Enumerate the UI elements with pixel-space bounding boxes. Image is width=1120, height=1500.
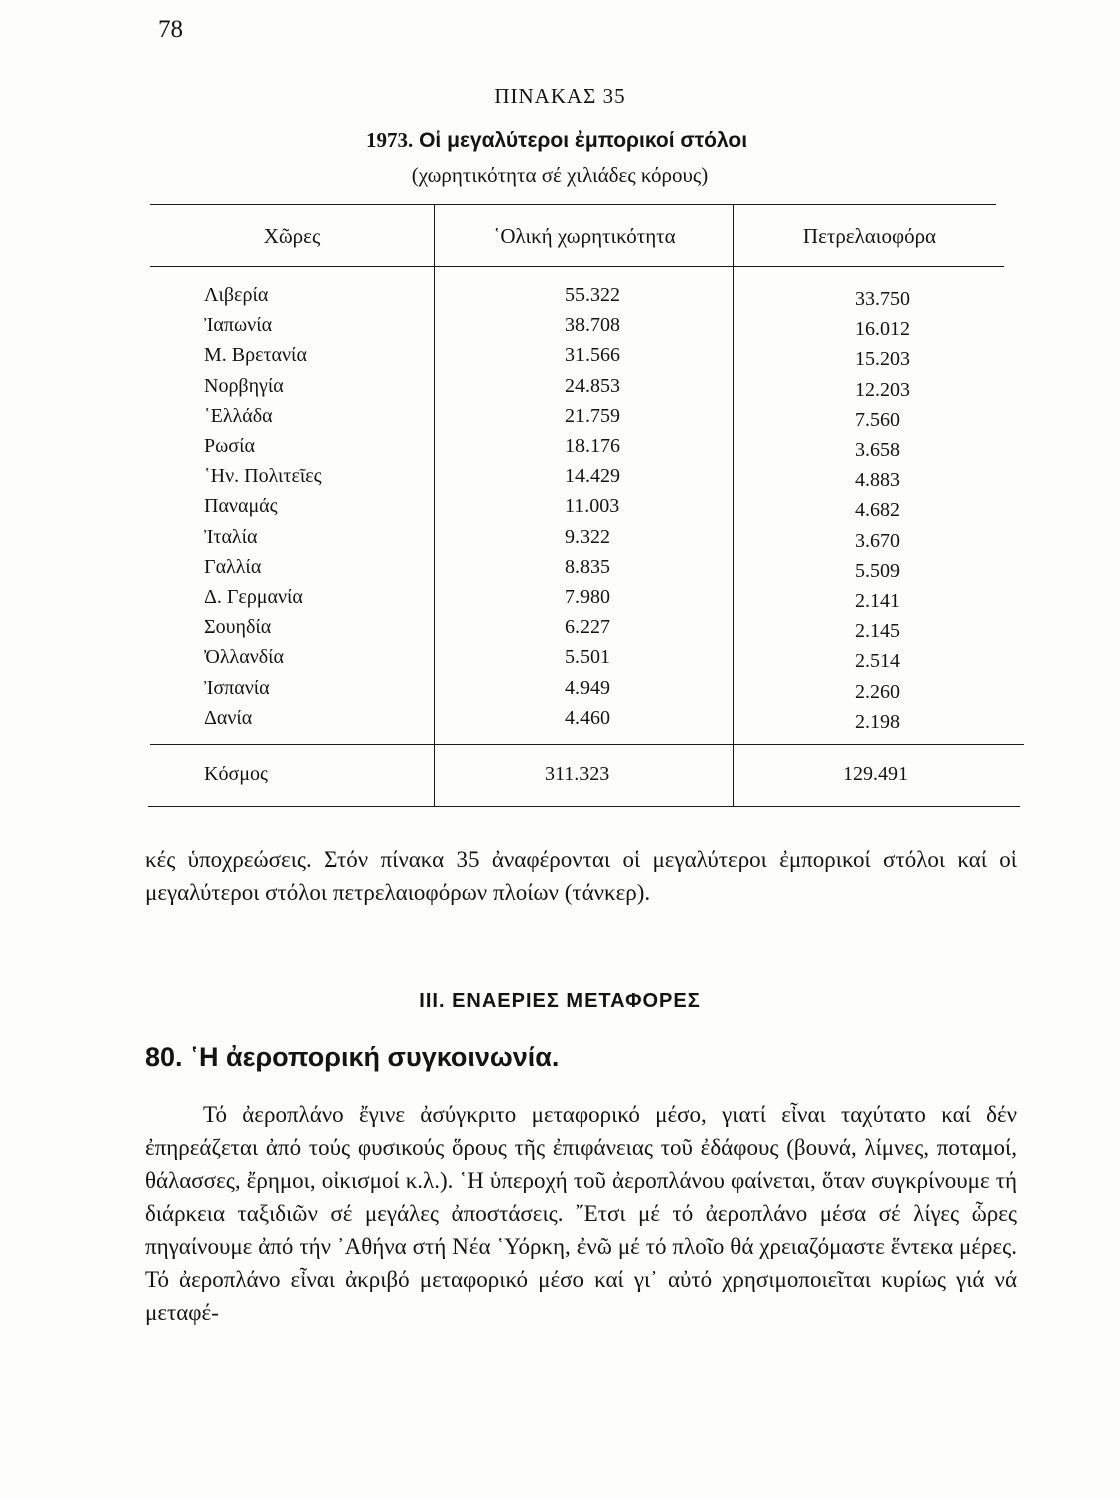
- row-tankers: 15.203: [855, 348, 910, 371]
- row-total-tonnage: 4.949: [565, 676, 610, 699]
- row-total-tonnage: 11.003: [565, 495, 620, 518]
- row-tankers: 3.658: [855, 439, 900, 461]
- table-title: [366, 128, 747, 153]
- row-country: Παναμάς: [204, 495, 278, 518]
- row-country: Νορβηγία: [204, 374, 284, 397]
- row-country: Δ. Γερμανία: [204, 586, 303, 608]
- row-total-tonnage: 38.708: [565, 314, 620, 337]
- paragraph-text: Τό ἀεροπλάνο ἔγινε ἀσύγκριτο μεταφορικό μέσο, γιατί εἶναι ταχύτατο καί δέν ἐπηρεάζεται ἀπό τούς φυσικούς ὅρους τῆς ἐπιφάνειας τοῦ ἐδάφους (βουνά, λίμνες, ποταμοί, θάλασσες, ἔρημοι, οἰκισμοί κ.λ.). ῾Η ὑπεροχή τοῦ ἀεροπλάνου φαίνεται, ὅταν συγκρίνουμε τή διάρκεια ταξιδιῶν σέ μεγάλες ἀποστάσεις. ῎Ετσι μέ τό ἀεροπλάνο μέσα σέ λίγες ὧρες πηγαίνουμε ἀπό τήν ᾿Αθήνα στή Νέα ῾Υόρκη, ἐνῶ μέ τό πλοῖο θά χρειαζόμαστε ἕντεκα μέρες. Τό ἀεροπλάνο εἶναι ἀκριβό μεταφορικό μέσο καί γι᾿ αὐτό χρησιμοποιεῖται κυρίως γιά νά μεταφέ-: [145, 1102, 1017, 1325]
- header-countries: Χῶρες: [263, 224, 321, 248]
- row-tankers: 2.145: [855, 620, 900, 643]
- row-tankers: 4.883: [855, 469, 900, 492]
- footer-world-total: 311.323: [545, 763, 610, 785]
- paragraph-continuation: [145, 843, 1017, 909]
- row-tankers: 5.509: [855, 559, 900, 582]
- page-number: 78: [158, 16, 183, 43]
- row-country: Ρωσία: [204, 435, 255, 457]
- table-column-divider: [434, 204, 435, 807]
- row-total-tonnage: 21.759: [565, 404, 620, 427]
- row-country: Σουηδία: [204, 616, 272, 639]
- table-footer-rule: [150, 744, 1024, 745]
- paragraph-air-transport: [145, 1098, 1017, 1329]
- row-tankers: 2.260: [855, 680, 900, 703]
- row-country: Λιβερία: [204, 284, 269, 306]
- row-total-tonnage: 14.429: [565, 465, 620, 488]
- row-country: Γαλλία: [204, 555, 262, 578]
- table-top-rule: [150, 204, 996, 205]
- footer-world-label: Κόσμος: [204, 763, 268, 785]
- row-country: Ἰταλία: [204, 525, 258, 548]
- table-caption: ΠΙΝΑΚΑΣ 35: [494, 84, 626, 108]
- row-tankers: 3.670: [855, 529, 900, 552]
- table-column-divider: [733, 204, 734, 807]
- row-total-tonnage: 55.322: [565, 284, 620, 306]
- row-total-tonnage: 7.980: [565, 586, 610, 608]
- row-country: Ὀλλανδία: [204, 646, 285, 669]
- paragraph-text: κές ὑποχρεώσεις. Στόν πίνακα 35 ἀναφέρονται οἱ μεγαλύτεροι ἐμπορικοί στόλοι καί οἱ μεγαλύτεροι στόλοι πετρελαιοφόρων πλοίων (τάνκερ).: [145, 847, 1017, 905]
- table-header-rule: [150, 266, 1004, 267]
- row-tankers: 4.682: [855, 499, 900, 522]
- row-total-tonnage: 6.227: [565, 616, 610, 639]
- section-title: III. ΕΝΑΕΡΙΕΣ ΜΕΤΑΦΟΡΕΣ: [419, 990, 701, 1012]
- row-country: Ἰσπανία: [204, 676, 270, 699]
- table-unit-note: (χωρητικότητα σέ χιλιάδες κόρους): [411, 163, 709, 187]
- table-title-text: Οἱ μεγαλύτεροι ἐμπορικοί στόλοι: [419, 129, 748, 152]
- row-total-tonnage: 5.501: [565, 646, 610, 669]
- row-country: Ἰαπωνία: [204, 314, 273, 337]
- row-tankers: 16.012: [855, 318, 910, 341]
- footer-world-tankers: 129.491: [843, 763, 908, 785]
- row-country: ῾Ελλάδα: [204, 404, 273, 427]
- chapter-heading: 80. ῾Η ἀεροπορική συγκοινωνία.: [145, 1042, 560, 1072]
- row-total-tonnage: 18.176: [565, 435, 620, 457]
- row-tankers: 12.203: [855, 378, 910, 401]
- row-tankers: 2.514: [855, 650, 900, 673]
- row-tankers: 2.198: [855, 710, 900, 733]
- table-bottom-rule: [148, 806, 1020, 807]
- row-total-tonnage: 24.853: [565, 374, 620, 397]
- row-total-tonnage: 9.322: [565, 525, 610, 548]
- header-total-tonnage: ῾Ολική χωρητικότητα: [493, 224, 676, 248]
- row-tankers: 7.560: [855, 408, 900, 431]
- row-country: ῾Ην. Πολιτεῖες: [204, 465, 322, 488]
- row-total-tonnage: 8.835: [565, 555, 610, 578]
- row-tankers: 33.750: [855, 288, 910, 310]
- header-tankers: Πετρελαιοφόρα: [802, 224, 937, 248]
- row-country: Δανία: [204, 706, 253, 729]
- row-country: Μ. Βρετανία: [204, 344, 307, 367]
- row-total-tonnage: 4.460: [565, 706, 610, 729]
- table-year: 1973.: [366, 128, 414, 152]
- row-tankers: 2.141: [855, 590, 900, 612]
- row-total-tonnage: 31.566: [565, 344, 620, 367]
